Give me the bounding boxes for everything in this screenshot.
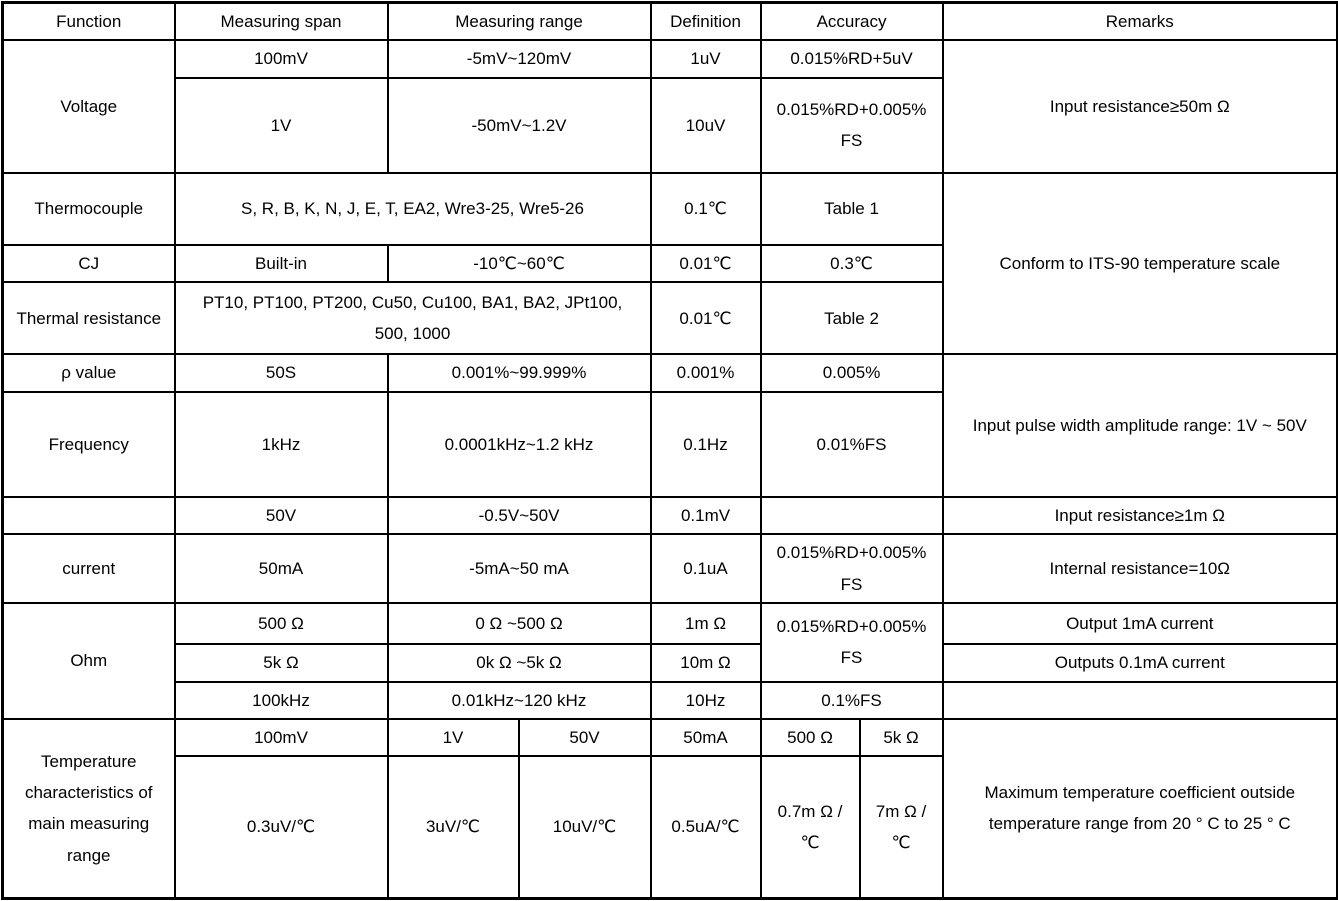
- cell-thermal-resistance-definition: 0.01℃: [651, 282, 761, 354]
- cell-rho-accuracy: 0.005%: [761, 354, 943, 391]
- cell-cj-definition: 0.01℃: [651, 245, 761, 282]
- cell-voltage1-span: 100mV: [175, 40, 388, 77]
- cell-temp-function: Temperature characteristics of main measuring range: [3, 719, 175, 898]
- cell-ohm1-range: 0 Ω ~500 Ω: [388, 603, 651, 644]
- cell-temp-v-50v: 10uV/℃: [519, 756, 651, 898]
- cell-voltage-function: Voltage: [3, 40, 175, 172]
- cell-50v-remarks: Input resistance≥1m Ω: [943, 497, 1338, 534]
- cell-ohm1-span: 500 Ω: [175, 603, 388, 644]
- cell-ohm3-span: 100kHz: [175, 682, 388, 719]
- cell-frequency-definition: 0.1Hz: [651, 392, 761, 497]
- header-function: Function: [3, 3, 175, 41]
- header-measuring-span: Measuring span: [175, 3, 388, 41]
- cell-temp-remarks: Maximum temperature coefficient outside temperature range from 20 ° C to 25 ° C: [943, 719, 1338, 898]
- cell-thermocouple-accuracy: Table 1: [761, 173, 943, 245]
- cell-temp-h-50ma: 50mA: [651, 719, 761, 756]
- cell-50v-span: 50V: [175, 497, 388, 534]
- cell-current-function: current: [3, 534, 175, 603]
- cell-thermal-resistance-types: PT10, PT100, PT200, Cu50, Cu100, BA1, BA2, JPt100, 500, 1000: [175, 282, 651, 354]
- cell-thermocouple-remarks: Conform to ITS-90 temperature scale: [943, 173, 1338, 354]
- cell-ohm-function: Ohm: [3, 603, 175, 719]
- cell-thermocouple-types: S, R, B, K, N, J, E, T, EA2, Wre3-25, Wre5-26: [175, 173, 651, 245]
- cell-temp-h-500ohm: 500 Ω: [761, 719, 860, 756]
- cell-ohm1-remarks: Output 1mA current: [943, 603, 1338, 644]
- cell-ohm3-accuracy: 0.1%FS: [761, 682, 943, 719]
- header-accuracy: Accuracy: [761, 3, 943, 41]
- cell-current-range: -5mA~50 mA: [388, 534, 651, 603]
- cell-voltage-remarks: Input resistance≥50m Ω: [943, 40, 1338, 172]
- cell-voltage2-range: -50mV~1.2V: [388, 78, 651, 173]
- cell-temp-v-1v: 3uV/℃: [388, 756, 519, 898]
- table-row: [3, 40, 1338, 77]
- cell-voltage2-definition: 10uV: [651, 78, 761, 173]
- table-row: [3, 644, 1338, 681]
- cell-ohm3-definition: 10Hz: [651, 682, 761, 719]
- cell-ohm3-range: 0.01kHz~120 kHz: [388, 682, 651, 719]
- cell-ohm2-span: 5k Ω: [175, 644, 388, 681]
- cell-current-definition: 0.1uA: [651, 534, 761, 603]
- cell-voltage1-definition: 1uV: [651, 40, 761, 77]
- cell-ohm-accuracy: 0.015%RD+0.005%FS: [761, 603, 943, 681]
- cell-temp-v-5kohm: 7m Ω /℃: [860, 756, 943, 898]
- cell-rho-span: 50S: [175, 354, 388, 391]
- cell-cj-span: Built-in: [175, 245, 388, 282]
- cell-temp-v-50ma: 0.5uA/℃: [651, 756, 761, 898]
- cell-frequency-remarks: Input pulse width amplitude range: 1V ~ 50V: [943, 354, 1338, 496]
- table-row: [3, 682, 1338, 719]
- cell-voltage2-span: 1V: [175, 78, 388, 173]
- cell-50v-accuracy-empty: [761, 497, 943, 534]
- cell-rho-definition: 0.001%: [651, 354, 761, 391]
- cell-frequency-range: 0.0001kHz~1.2 kHz: [388, 392, 651, 497]
- cell-ohm3-remarks-empty: [943, 682, 1338, 719]
- cell-voltage1-accuracy: 0.015%RD+5uV: [761, 40, 943, 77]
- cell-ohm1-definition: 1m Ω: [651, 603, 761, 644]
- cell-rho-value-function: ρ value: [3, 354, 175, 391]
- cell-temp-h-5kohm: 5k Ω: [860, 719, 943, 756]
- cell-frequency-function: Frequency: [3, 392, 175, 497]
- table-row: [3, 719, 1338, 756]
- cell-ohm2-remarks: Outputs 0.1mA current: [943, 644, 1338, 681]
- header-row: [3, 3, 1338, 41]
- cell-50v-function-empty: [3, 497, 175, 534]
- cell-voltage1-range: -5mV~120mV: [388, 40, 651, 77]
- table-row: [3, 603, 1338, 644]
- table-row: [3, 497, 1338, 534]
- cell-rho-range: 0.001%~99.999%: [388, 354, 651, 391]
- cell-current-span: 50mA: [175, 534, 388, 603]
- table-row: [3, 354, 1338, 391]
- cell-thermal-resistance-accuracy: Table 2: [761, 282, 943, 354]
- cell-cj-range: -10℃~60℃: [388, 245, 651, 282]
- cell-temp-v-100mv: 0.3uV/℃: [175, 756, 388, 898]
- cell-50v-definition: 0.1mV: [651, 497, 761, 534]
- cell-temp-h-1v: 1V: [388, 719, 519, 756]
- header-definition: Definition: [651, 3, 761, 41]
- cell-frequency-span: 1kHz: [175, 392, 388, 497]
- cell-50v-range: -0.5V~50V: [388, 497, 651, 534]
- cell-frequency-accuracy: 0.01%FS: [761, 392, 943, 497]
- cell-current-accuracy: 0.015%RD+0.005%FS: [761, 534, 943, 603]
- header-remarks: Remarks: [943, 3, 1338, 41]
- cell-temp-h-100mv: 100mV: [175, 719, 388, 756]
- cell-current-remarks: Internal resistance=10Ω: [943, 534, 1338, 603]
- cell-thermal-resistance-function: Thermal resistance: [3, 282, 175, 354]
- table-row: [3, 534, 1338, 603]
- header-measuring-range: Measuring range: [388, 3, 651, 41]
- cell-cj-function: CJ: [3, 245, 175, 282]
- cell-cj-accuracy: 0.3℃: [761, 245, 943, 282]
- cell-temp-h-50v: 50V: [519, 719, 651, 756]
- cell-thermocouple-function: Thermocouple: [3, 173, 175, 245]
- cell-ohm2-definition: 10m Ω: [651, 644, 761, 681]
- table-row: [3, 173, 1338, 245]
- spec-table: [1, 1, 1338, 900]
- cell-voltage2-accuracy: 0.015%RD+0.005%FS: [761, 78, 943, 173]
- cell-temp-v-500ohm: 0.7m Ω /℃: [761, 756, 860, 898]
- cell-thermocouple-definition: 0.1℃: [651, 173, 761, 245]
- cell-ohm2-range: 0k Ω ~5k Ω: [388, 644, 651, 681]
